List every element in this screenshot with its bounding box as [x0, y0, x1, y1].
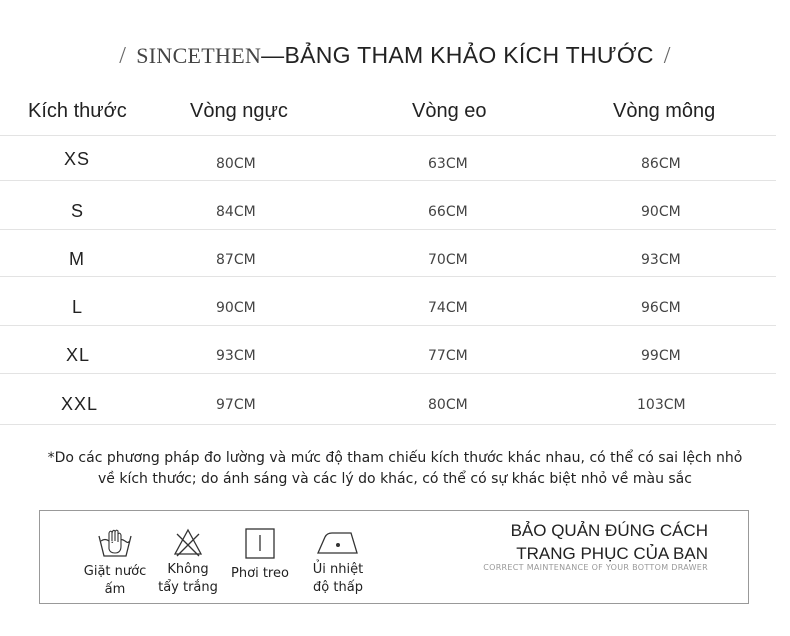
size-cell: S — [71, 201, 85, 221]
care-item-no-bleach — [153, 527, 223, 597]
waist-cell: 63CM — [428, 156, 468, 172]
page-title — [0, 42, 790, 70]
row-divider — [0, 180, 776, 181]
care-subtitle: CORRECT MAINTENANCE OF YOUR BOTTOM DRAWER — [483, 563, 708, 572]
header-size: Kích thước — [28, 100, 127, 122]
waist-cell: 66CM — [428, 204, 468, 220]
row-divider — [0, 325, 776, 326]
hip-cell: 93CM — [641, 252, 681, 268]
brand-name: SINCETHEN — [136, 43, 262, 68]
hip-cell: 90CM — [641, 204, 681, 220]
chest-cell: 93CM — [216, 348, 256, 364]
chest-cell: 80CM — [216, 156, 256, 172]
care-instructions-box — [39, 510, 749, 604]
hip-cell: 103CM — [637, 397, 686, 413]
note-line-1: *Do các phương pháp đo lường và mức độ tham chiếu kích thước khác nhau, có thể có sai lệch nhỏ — [47, 450, 743, 466]
hip-cell: 99CM — [641, 348, 681, 364]
care-label-line-1: Không — [167, 562, 209, 577]
size-cell: M — [69, 249, 85, 269]
header-hip: Vòng mông — [613, 100, 716, 122]
size-cell: XXL — [61, 394, 99, 414]
care-item-hand-wash — [80, 527, 150, 599]
hip-cell: 96CM — [641, 300, 681, 316]
care-label-line-2: ấm — [104, 582, 126, 597]
no-bleach-icon — [173, 527, 203, 557]
waist-cell: 74CM — [428, 300, 468, 316]
row-divider — [0, 276, 776, 277]
size-cell: XS — [64, 149, 91, 169]
care-label-line-1: Giặt nước — [83, 564, 147, 579]
chest-cell: 97CM — [216, 397, 256, 413]
note-line-2: về kích thước; do ánh sáng và các lý do khác, có thể có sự khác biệt nhỏ về màu sắc — [98, 471, 692, 487]
care-title-line-2: TRANG PHỤC CỦA BẠN — [516, 544, 708, 563]
title-text: —BẢNG THAM KHẢO KÍCH THƯỚC — [261, 42, 654, 68]
care-label-line-1: Ủi nhiệt — [312, 562, 364, 577]
row-divider — [0, 135, 776, 136]
title-slash-left: / — [119, 43, 127, 69]
size-cell: XL — [66, 345, 91, 365]
size-cell: L — [72, 297, 84, 317]
waist-cell: 80CM — [428, 397, 468, 413]
care-title-line-1: BẢO QUẢN ĐÚNG CÁCH — [510, 521, 708, 540]
waist-cell: 70CM — [428, 252, 468, 268]
care-item-low-iron — [303, 529, 373, 597]
row-divider — [0, 373, 776, 374]
care-label-line-1: Phơi treo — [231, 566, 289, 581]
waist-cell: 77CM — [428, 348, 468, 364]
row-divider — [0, 229, 776, 230]
care-label-line-2: độ thấp — [313, 580, 363, 595]
hand-wash-icon — [96, 527, 134, 559]
header-waist: Vòng eo — [412, 100, 487, 122]
care-item-hang-dry — [224, 527, 296, 583]
disclaimer-note — [0, 448, 790, 490]
chest-cell: 90CM — [216, 300, 256, 316]
title-slash-right: / — [663, 43, 671, 69]
row-divider — [0, 424, 776, 425]
hang-dry-icon — [244, 527, 276, 561]
care-label-line-2: tẩy trắng — [158, 580, 218, 595]
chest-cell: 84CM — [216, 204, 256, 220]
low-iron-icon — [315, 529, 361, 557]
chest-cell: 87CM — [216, 252, 256, 268]
hip-cell: 86CM — [641, 156, 681, 172]
header-chest: Vòng ngực — [190, 100, 288, 122]
